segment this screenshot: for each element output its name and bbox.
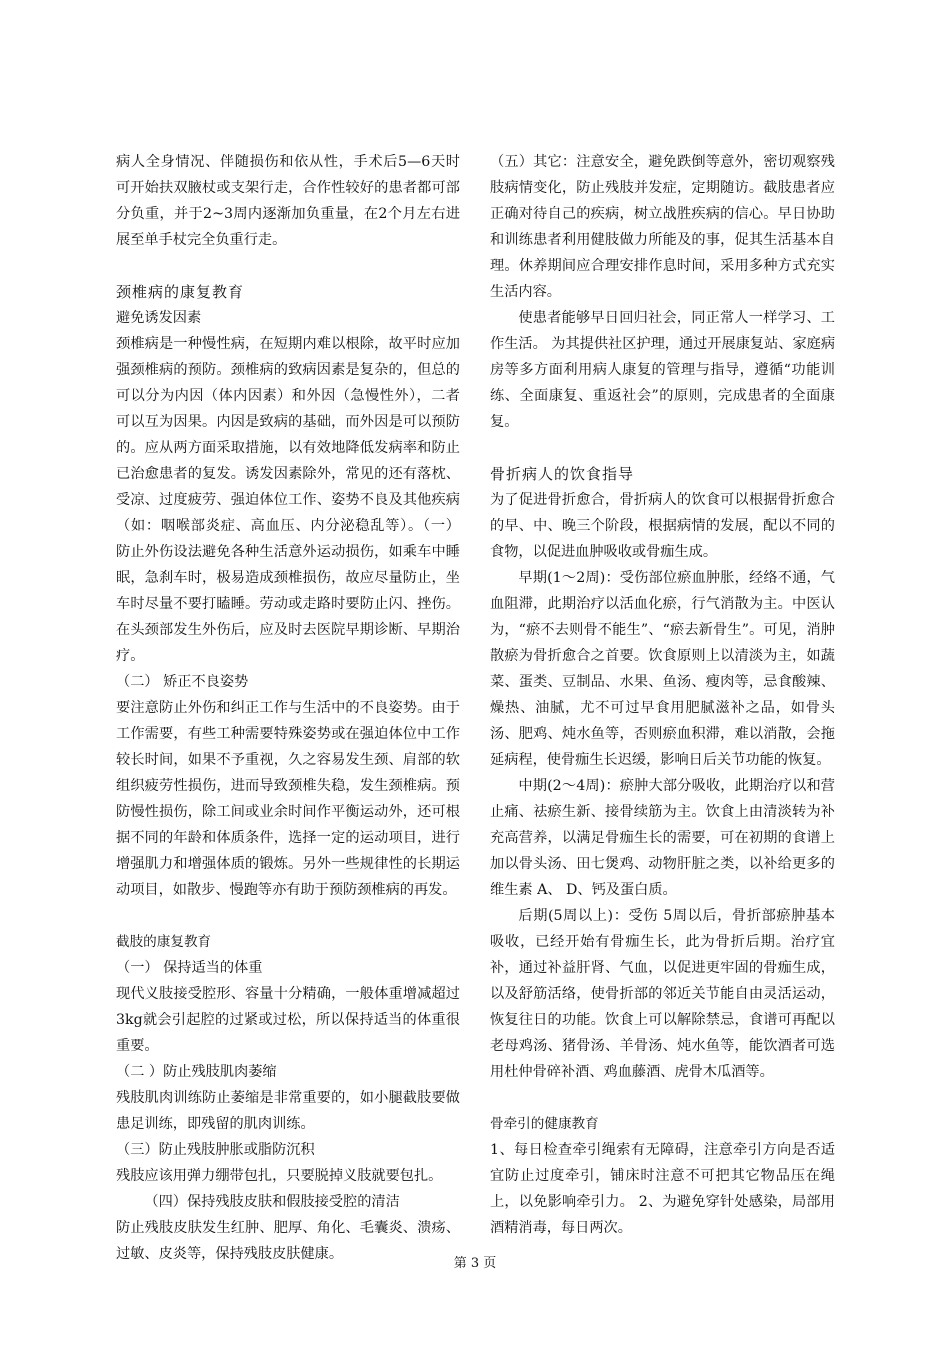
right-column [490, 149, 835, 1241]
amputation-paragraph-2: 残肢肌肉训练防止萎缩是非常重要的，如小腿截肢要做患足训练，即残留的肌肉训练。 [116, 1090, 460, 1132]
amputation-subheading-2: （二 ）防止残肢肌肉萎缩 [116, 1064, 277, 1080]
diet-mid-stage: 中期(2～4周)：瘀肿大部分吸收，此期治疗以和营止痛、祛瘀生新、接骨续筋为主。饮食上由清淡转为补充高营养，以满足骨痂生长的需要，可在初期的食谱上加以骨头汤、田七煲鸡、动物肝脏之类，以补给更多的维生素 A、 D、钙及蛋白质。 [490, 778, 835, 898]
cervical-subheading-2: （二） 矫正不良姿势 [116, 674, 249, 690]
social-return-paragraph: 使患者能够早日回归社会，同正常人一样学习、工作生活。 为其提供社区护理，通过开展康复站、家庭病房等多方面利用病人康复的管理与指导，遵循“功能训练、全面康复、重返社会”的原则，完成患者的全面康复。 [490, 310, 836, 430]
intro-paragraph: 病人全身情况、伴随损伤和依从性，手术后5—6天时可开始扶双腋杖或支架行走，合作性较好的患者都可部分负重，并于2~3周内逐渐加负重量，在2个月左右进展至单手杖完全负重行走。 [116, 154, 460, 248]
amputation-subheading-1: （一） 保持适当的体重 [116, 960, 263, 976]
amputation-subheading-3: （三）防止残肢肿胀或脂防沉积 [116, 1142, 315, 1158]
amputation-paragraph-3: 残肢应该用弹力绷带包扎，只要脱掉义肢就要包扎。 [116, 1168, 443, 1184]
traction-paragraph: 1、每日检查牵引绳索有无障碍，注意牵引方向是否适宜防止过度牵引，铺床时注意不可把其它物品压在绳上，以免影响牵引力。 2、为避免穿针处感染，局部用酒精消毒，每日两次。 [490, 1142, 835, 1236]
cervical-paragraph-2: 要注意防止外伤和纠正工作与生活中的不良姿势。由于工作需要，有些工种需要特殊姿势或在强迫体位中工作较长时间，如果不予重视，久之容易发生颈、肩部的软组织疲劳性损伤，进而导致颈椎失稳，发生颈椎病。预防慢性损伤，除工间或业余时间作平衡运动外，还可根据不同的年龄和体质条件，选择一定的运动项目，进行增强肌力和增强体质的锻炼。另外一些规律性的长期运动项目，如散步、慢跑等亦有助于预防颈椎病的再发。 [116, 700, 460, 898]
amputation-paragraph-1: 现代义肢接受腔形、容量十分精确，一般体重增减超过3kg就会引起腔的过紧或过松，所以保持适当的体重很重要。 [116, 986, 460, 1054]
amputation-other-paragraph: （五）其它：注意安全，避免跌倒等意外，密切观察残肢病情变化，防止残肢并发症，定期随访。截肢患者应正确对待自己的疾病，树立战胜疾病的信心。早日协助和训练患者利用健肢做力所能及的事，促其生活基本自理。休养期间应合理安排作息时间，采用多种方式充实生活内容。 [490, 154, 835, 300]
cervical-subheading-1: 避免诱发因素 [116, 310, 202, 326]
diet-early-stage: 早期(1～2周)：受伤部位瘀血肿胀，经络不通，气血阻滞，此期治疗以活血化瘀，行气消散为主。中医认为，“瘀不去则骨不能生”、“瘀去新骨生”。可见，消肿散瘀为骨折愈合之首要。饮食原则上以清淡为主，如蔬菜、蛋类、豆制品、水果、鱼汤、瘦肉等，忌食酸辣、燥热、油腻，尤不可过早食用肥腻滋补之品，如骨头汤、肥鸡、炖水鱼等，否则瘀血积滞，难以消散，会拖延病程，使骨痂生长迟缓，影响日后关节功能的恢复。 [490, 570, 835, 768]
amputation-paragraph-4: 防止残肢皮肤发生红肿、肥厚、角化、毛囊炎、溃疡、过敏、皮炎等，保持残肢皮肤健康。 [116, 1220, 460, 1262]
page-number: 第 3 页 [453, 1256, 497, 1271]
diet-late-stage: 后期(5周以上)：受伤 5周以后，骨折部瘀肿基本吸收，已经开始有骨痂生长，此为骨折后期。治疗宜补，通过补益肝肾、气血，以促进更牢固的骨痂生成，以及舒筋活络，使骨折部的邻近关节能自由灵活运动，恢复往日的功能。饮食上可以解除禁忌，食谱可再配以老母鸡汤、猪骨汤、羊骨汤、炖水鱼等，能饮酒者可选用杜仲骨碎补酒、鸡血藤酒、虎骨木瓜酒等。 [490, 908, 835, 1080]
diet-title: 骨折病人的饮食指导 [490, 465, 635, 483]
traction-title: 骨牵引的健康教育 [490, 1116, 599, 1132]
left-column [116, 149, 460, 1267]
cervical-paragraph-1: 颈椎病是一种慢性病，在短期内难以根除，故平时应加强颈椎病的预防。颈椎病的致病因素是复杂的，但总的可以分为内因（体内因素）和外因（急慢性外），二者可以互为因果。内因是致病的基础，而外因是可以预防的。应从两方面采取措施，以有效地降低发病率和防止已治愈患者的复发。诱发因素除外，常见的还有落枕、受凉、过度疲劳、强迫体位工作、姿势不良及其他疾病（如：咽喉部炎症、高血压、内分泌稳乱等）。（一） 防止外伤设法避免各种生活意外运动损伤，如乘车中睡眠，急刹车时，极易造成颈椎损伤，故应尽量防止，坐车时尽量不要打瞌睡。劳动或走路时要防止闪、挫伤。在头颈部发生外伤后，应及时去医院早期诊断、早期治疗。 [116, 336, 460, 664]
amputation-subheading-4: （四）保持残肢皮肤和假肢接受腔的清洁 [144, 1194, 400, 1210]
cervical-title: 颈椎病的康复教育 [116, 283, 245, 301]
diet-intro: 为了促进骨折愈合，骨折病人的饮食可以根据骨折愈合的早、中、晚三个阶段，根据病情的发展，配以不同的食物，以促进血肿吸收或骨痂生成。 [490, 492, 835, 560]
amputation-title: 截肢的康复教育 [116, 934, 212, 950]
